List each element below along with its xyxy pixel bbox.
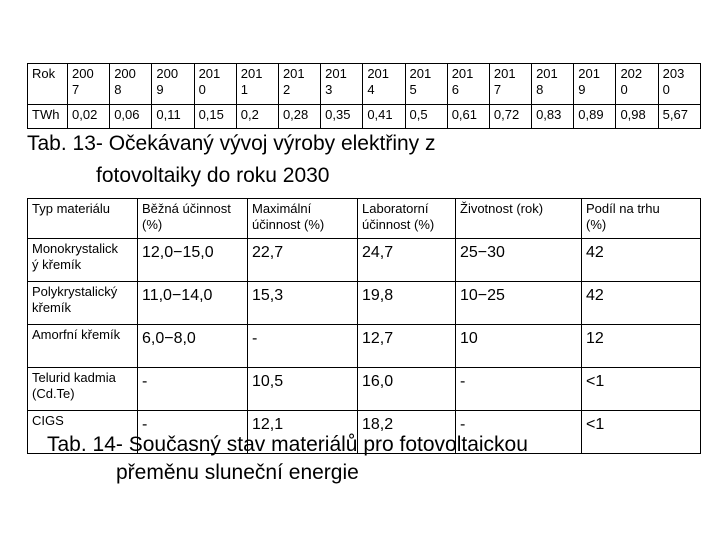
cell-text-line: 200 — [114, 66, 136, 81]
material-value-cell: <1 — [582, 411, 701, 454]
cell-text-line: 200 — [156, 66, 179, 81]
cell-text-line: 201 — [325, 66, 347, 81]
cell-text-line: 0 — [620, 82, 628, 97]
cell-text-line: CIGS — [32, 413, 64, 428]
material-row — [28, 368, 701, 411]
cell-text-line: účinnost (%) — [252, 217, 325, 232]
value-cell: 0,06 — [110, 105, 152, 129]
year-cell — [236, 64, 278, 105]
material-value-cell: 10 — [456, 325, 582, 368]
value-cell: 0,72 — [489, 105, 531, 129]
cell-text-line: 0 — [662, 82, 670, 97]
value-cell: 0,11 — [152, 105, 194, 129]
year-cell — [110, 64, 152, 105]
production-table — [27, 63, 701, 129]
cell-text-line: 5 — [409, 82, 417, 97]
value-cell: 0,61 — [447, 105, 489, 129]
cell-text-line: (Cd.Te) — [32, 386, 75, 401]
value-cell: 0,98 — [616, 105, 658, 129]
cell-text-line: 1 — [240, 82, 248, 97]
cell-text-line: 9 — [578, 82, 586, 97]
cell-text-line: 202 — [620, 66, 643, 81]
year-cell — [321, 64, 363, 105]
cell-text-line: (%) — [586, 217, 607, 232]
material-value-cell: 12,1 — [248, 411, 358, 454]
material-value-cell: - — [456, 368, 582, 411]
value-cell: 5,67 — [658, 105, 700, 129]
year-row — [28, 64, 701, 105]
materials-table — [27, 198, 701, 454]
material-value-cell: 25−30 — [456, 239, 582, 282]
cell-text-line: 6 — [451, 82, 459, 97]
cell-text-line: Maximální — [252, 201, 312, 216]
cell-text-line: 2 — [282, 82, 291, 97]
material-value-cell: 42 — [582, 239, 701, 282]
cell-text-line: 3 — [325, 82, 333, 97]
year-cell — [616, 64, 658, 105]
material-value-cell: - — [138, 411, 248, 454]
material-value-cell: 10−25 — [456, 282, 582, 325]
cell-text-line: účinnost (%) — [362, 217, 435, 232]
cell-text-line: 201 — [409, 66, 432, 81]
material-value-cell: - — [456, 411, 582, 454]
year-cell — [278, 64, 320, 105]
value-cell: 0,41 — [363, 105, 405, 129]
material-value-cell: 10,5 — [248, 368, 358, 411]
cell-text-line: 201 — [198, 66, 221, 81]
cell-text-line: 201 — [536, 66, 558, 81]
material-value-cell: 19,8 — [358, 282, 456, 325]
cell-text-line: 201 — [282, 66, 305, 81]
caption-table-13-line1: Tab. 13- Očekávaný vývoj výroby elektřiny z — [27, 132, 436, 155]
material-value-cell: 6,0−8,0 — [138, 325, 248, 368]
header-cell — [138, 199, 248, 239]
material-name-cell — [28, 282, 138, 325]
header-cell — [582, 199, 701, 239]
cell-text-line: Laboratorní — [362, 201, 429, 216]
cell-text-line: 0 — [198, 82, 206, 97]
year-cell — [447, 64, 489, 105]
value-cell: 0,83 — [532, 105, 574, 129]
header-cell — [248, 199, 358, 239]
value-row — [28, 105, 701, 129]
year-cell — [363, 64, 405, 105]
material-value-cell: 12,0−15,0 — [138, 239, 248, 282]
caption-table-13-line2: fotovoltaiky do roku 2030 — [96, 164, 330, 187]
year-cell — [194, 64, 236, 105]
year-cell — [405, 64, 447, 105]
cell-text-line: křemík — [32, 300, 71, 315]
material-name-cell — [28, 325, 138, 368]
material-value-cell: 15,3 — [248, 282, 358, 325]
cell-text-line: Monokrystalick — [32, 241, 118, 256]
value-cell: 0,28 — [278, 105, 320, 129]
cell-text-line: 9 — [156, 82, 164, 97]
cell-text-line: ý křemík — [32, 257, 82, 272]
row-label-twh: TWh — [28, 105, 68, 129]
header-cell — [358, 199, 456, 239]
cell-text-line: Podíl na trhu — [586, 201, 660, 216]
material-value-cell: - — [248, 325, 358, 368]
cell-text-line: Polykrystalický — [32, 284, 118, 299]
header-cell — [28, 199, 138, 239]
caption-table-14-line1: Tab. 14- Současný stav materiálů pro fotovoltaickou — [47, 433, 528, 456]
material-value-cell: 16,0 — [358, 368, 456, 411]
material-value-cell: 22,7 — [248, 239, 358, 282]
caption-table-14-line2: přeměnu sluneční energie — [116, 461, 359, 484]
material-name-cell — [28, 239, 138, 282]
cell-text-line: Amorfní křemík — [32, 327, 121, 342]
value-cell: 0,02 — [68, 105, 110, 129]
cell-text-line: 203 — [662, 66, 685, 81]
header-row — [28, 199, 701, 239]
year-cell — [68, 64, 110, 105]
cell-text-line: 200 — [72, 66, 94, 81]
material-value-cell: 12 — [582, 325, 701, 368]
value-cell: 0,15 — [194, 105, 236, 129]
cell-text-line: 7 — [493, 82, 502, 97]
year-cell — [658, 64, 700, 105]
material-row — [28, 325, 701, 368]
material-value-cell: 18,2 — [358, 411, 456, 454]
cell-text-line: Běžná účinnost — [142, 201, 231, 216]
cell-text-line: 201 — [240, 66, 263, 81]
header-cell — [456, 199, 582, 239]
cell-text-line: 201 — [493, 66, 516, 81]
cell-text-line: 4 — [367, 82, 375, 97]
value-cell: 0,35 — [321, 105, 363, 129]
cell-text-line: 201 — [367, 66, 390, 81]
cell-text-line: 7 — [72, 82, 80, 97]
cell-text-line: 8 — [536, 82, 544, 97]
material-value-cell: 24,7 — [358, 239, 456, 282]
row-label-year: Rok — [28, 64, 68, 105]
cell-text-line: 8 — [114, 82, 122, 97]
value-cell: 0,5 — [405, 105, 447, 129]
material-value-cell: <1 — [582, 368, 701, 411]
material-value-cell: 12,7 — [358, 325, 456, 368]
material-value-cell: - — [138, 368, 248, 411]
value-cell: 0,89 — [574, 105, 616, 129]
cell-text-line: 201 — [578, 66, 600, 81]
cell-text-line: (%) — [142, 217, 163, 232]
cell-text-line: Telurid kadmia — [32, 370, 116, 385]
material-row — [28, 239, 701, 282]
material-name-cell — [28, 368, 138, 411]
year-cell — [532, 64, 574, 105]
value-cell: 0,2 — [236, 105, 278, 129]
material-value-cell: 42 — [582, 282, 701, 325]
year-cell — [574, 64, 616, 105]
year-cell — [489, 64, 531, 105]
material-row — [28, 282, 701, 325]
cell-text-line: 201 — [451, 66, 474, 81]
material-value-cell: 11,0−14,0 — [138, 282, 248, 325]
cell-text-line: Typ materiálu — [32, 201, 111, 216]
cell-text-line: Životnost (rok) — [460, 201, 544, 216]
year-cell — [152, 64, 194, 105]
